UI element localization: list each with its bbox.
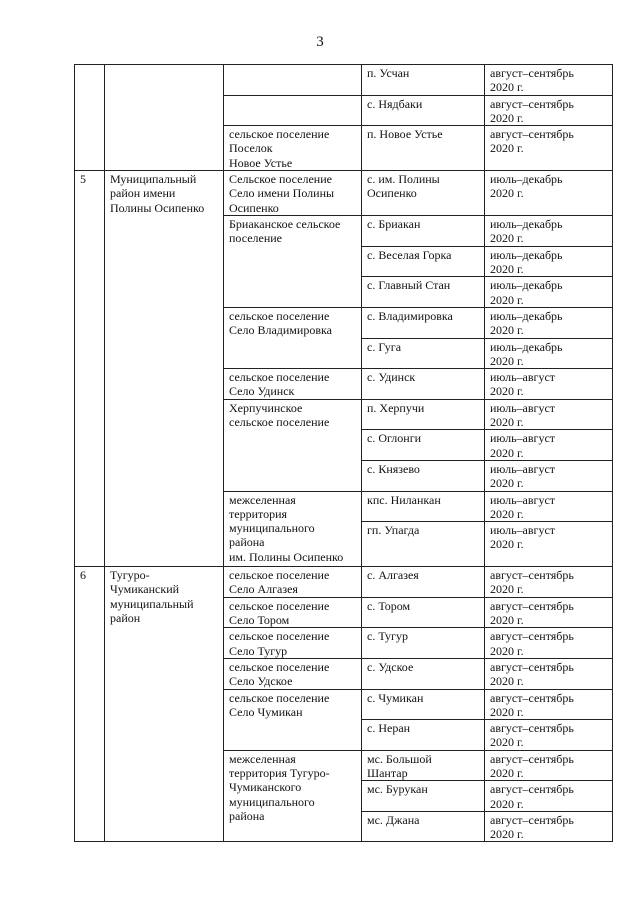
settlement-cell: сельское поселение Село Удинск bbox=[224, 369, 362, 400]
settlement-cell: сельское поселение Село Удское bbox=[224, 658, 362, 689]
village-cell: с. им. Полины Осипенко bbox=[362, 171, 485, 216]
period-cell: июль–декабрь 2020 г. bbox=[485, 216, 613, 247]
period-cell: август–сентябрь 2020 г. bbox=[485, 628, 613, 659]
village-cell: с. Главный Стан bbox=[362, 277, 485, 308]
village-cell: с. Удинск bbox=[362, 369, 485, 400]
period-cell: август–сентябрь 2020 г. bbox=[485, 597, 613, 628]
period-cell: июль–август 2020 г. bbox=[485, 430, 613, 461]
settlement-cell: сельское поселение Село Алгазея bbox=[224, 567, 362, 598]
village-cell: с. Веселая Горка bbox=[362, 246, 485, 277]
settlement-cell: межселенная территория муниципального района им. Полины Осипенко bbox=[224, 491, 362, 567]
settlements-table bbox=[74, 64, 613, 842]
period-cell: июль–декабрь 2020 г. bbox=[485, 246, 613, 277]
page-number: 3 bbox=[316, 34, 324, 50]
village-cell: мс. Бурукан bbox=[362, 781, 485, 812]
settlement-cell: Херпучинское сельское поселение bbox=[224, 399, 362, 491]
district-cell: Муниципальный район имени Полины Осипенко bbox=[105, 171, 224, 567]
period-cell: июль–август 2020 г. bbox=[485, 460, 613, 491]
village-cell: с. Удское bbox=[362, 658, 485, 689]
district-cell: Тугуро- Чумиканский муниципальный район bbox=[105, 567, 224, 842]
period-cell: август–сентябрь 2020 г. bbox=[485, 811, 613, 842]
village-cell: с. Чумикан bbox=[362, 689, 485, 720]
settlement-cell: сельское поселение Село Тором bbox=[224, 597, 362, 628]
period-cell: август–сентябрь 2020 г. bbox=[485, 781, 613, 812]
settlement-cell: Бриаканское сельское поселение bbox=[224, 216, 362, 308]
row-number-cell bbox=[75, 65, 105, 171]
village-cell: с. Алгазея bbox=[362, 567, 485, 598]
table-row bbox=[75, 567, 613, 598]
village-cell: гп. Упагда bbox=[362, 522, 485, 567]
period-cell: август–сентябрь 2020 г. bbox=[485, 689, 613, 720]
period-cell: июль–декабрь 2020 г. bbox=[485, 277, 613, 308]
period-cell: июль–август 2020 г. bbox=[485, 369, 613, 400]
row-number-cell: 5 bbox=[75, 171, 105, 567]
village-cell: мс. Большой Шантар bbox=[362, 750, 485, 781]
village-cell: п. Усчан bbox=[362, 65, 485, 96]
settlement-cell: межселенная территория Тугуро- Чумиканского муниципального района bbox=[224, 750, 362, 842]
settlement-cell: сельское поселение Село Тугур bbox=[224, 628, 362, 659]
village-cell: с. Неран bbox=[362, 720, 485, 751]
village-cell: с. Тугур bbox=[362, 628, 485, 659]
village-cell: с. Владимировка bbox=[362, 307, 485, 338]
settlement-cell: Сельское поселение Село имени Полины Осипенко bbox=[224, 171, 362, 216]
period-cell: июль–декабрь 2020 г. bbox=[485, 338, 613, 369]
period-cell: июль–август 2020 г. bbox=[485, 522, 613, 567]
district-cell bbox=[105, 65, 224, 171]
settlement-cell: сельское поселение Поселок Новое Устье bbox=[224, 126, 362, 171]
settlement-cell: сельское поселение Село Владимировка bbox=[224, 307, 362, 368]
village-cell: с. Князево bbox=[362, 460, 485, 491]
row-number-cell: 6 bbox=[75, 567, 105, 842]
period-cell: июль–август 2020 г. bbox=[485, 399, 613, 430]
period-cell: июль–декабрь 2020 г. bbox=[485, 307, 613, 338]
period-cell: июль–август 2020 г. bbox=[485, 491, 613, 522]
village-cell: с. Нядбаки bbox=[362, 95, 485, 126]
period-cell: август–сентябрь 2020 г. bbox=[485, 720, 613, 751]
village-cell: с. Тором bbox=[362, 597, 485, 628]
settlement-cell: сельское поселение Село Чумикан bbox=[224, 689, 362, 750]
village-cell: с. Бриакан bbox=[362, 216, 485, 247]
table-row bbox=[75, 171, 613, 216]
period-cell: август–сентябрь 2020 г. bbox=[485, 95, 613, 126]
village-cell: п. Новое Устье bbox=[362, 126, 485, 171]
period-cell: август–сентябрь 2020 г. bbox=[485, 126, 613, 171]
village-cell: п. Херпучи bbox=[362, 399, 485, 430]
period-cell: август–сентябрь 2020 г. bbox=[485, 65, 613, 96]
settlement-cell bbox=[224, 95, 362, 126]
period-cell: август–сентябрь 2020 г. bbox=[485, 750, 613, 781]
period-cell: август–сентябрь 2020 г. bbox=[485, 658, 613, 689]
settlement-cell bbox=[224, 65, 362, 96]
village-cell: мс. Джана bbox=[362, 811, 485, 842]
period-cell: август–сентябрь 2020 г. bbox=[485, 567, 613, 598]
period-cell: июль–декабрь 2020 г. bbox=[485, 171, 613, 216]
village-cell: с. Гуга bbox=[362, 338, 485, 369]
village-cell: кпс. Ниланкан bbox=[362, 491, 485, 522]
table-row bbox=[75, 65, 613, 96]
village-cell: с. Оглонги bbox=[362, 430, 485, 461]
